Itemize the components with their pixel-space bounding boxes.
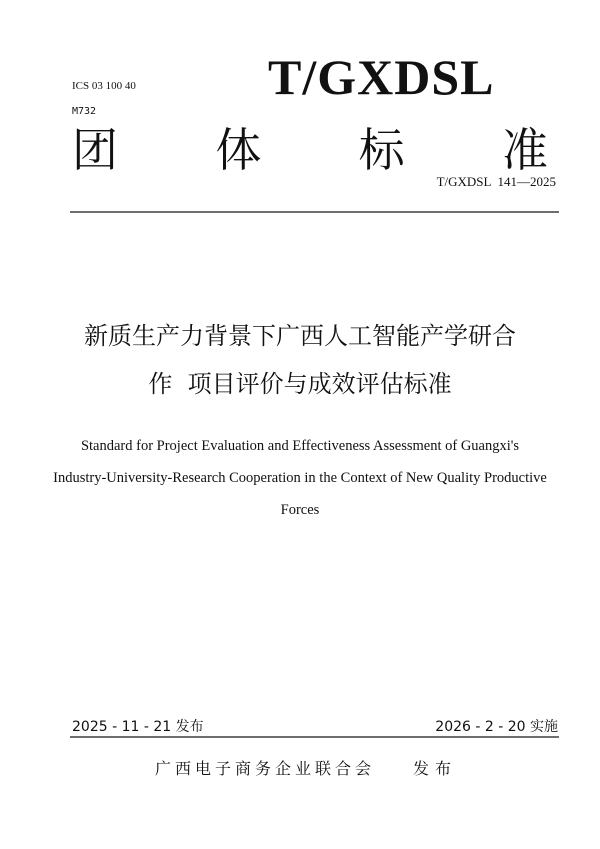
english-title-line2: Industry-University-Research Cooperation in the Context of New Quality Productive (53, 470, 547, 486)
publish-label: 发布 (413, 759, 458, 778)
document-number: T/GXDSL 141—2025 (436, 174, 556, 189)
title-char: 体 (215, 123, 262, 177)
publisher-name: 广西电子商务企业联合会 (155, 759, 376, 778)
group-standard-title (72, 125, 548, 175)
english-title-line3: Forces (280, 502, 320, 518)
ics-code: ICS 03 100 40 (72, 80, 136, 92)
classification-code: M732 (72, 106, 97, 117)
english-title-line1: Standard for Project Evaluation and Effectiveness Assessment of Guangxi's (80, 438, 520, 454)
implementation-date: 2026 - 2 - 20 实施 (435, 719, 558, 735)
top-divider (70, 211, 559, 213)
title-char: 准 (501, 123, 548, 177)
brand-code: T/GXDSL (268, 49, 495, 105)
title-char: 标 (358, 123, 405, 177)
bottom-divider (70, 736, 559, 738)
chinese-title-line2: 作 项目评价与成效评估标准 (148, 370, 452, 398)
publish-date: 2025 - 11 - 21 发布 (72, 719, 204, 735)
chinese-title-line1: 新质生产力背景下广西人工智能产学研合 (84, 322, 516, 350)
title-char: 团 (72, 123, 118, 177)
english-title (50, 430, 550, 526)
chinese-title (60, 312, 540, 408)
